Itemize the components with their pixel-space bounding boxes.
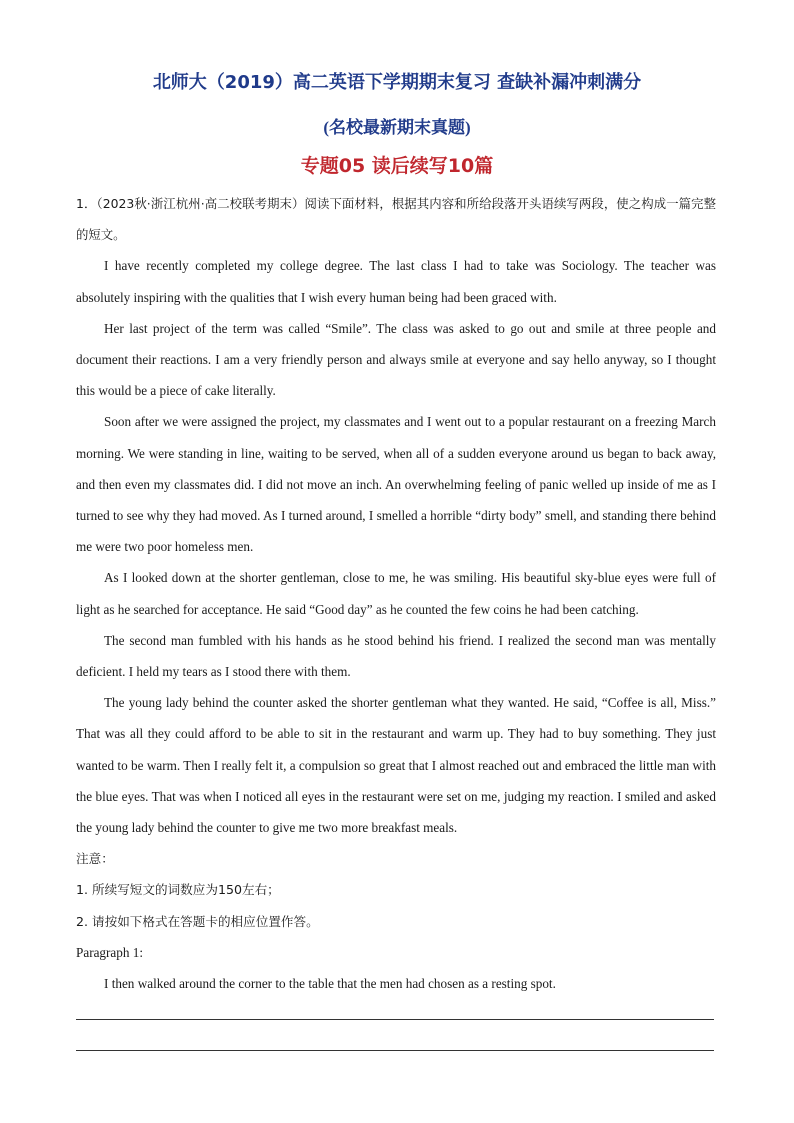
document-subtitle: (名校最新期末真题) — [323, 118, 471, 137]
note-item: 1. 所续写短文的词数应为150左右； — [76, 882, 280, 898]
section-title: 专题05 读后续写10篇 — [300, 155, 494, 177]
passage-paragraph: The second man fumbled with his hands as he stood behind his friend. I realized the second man was mentally deficient. I held my tears as I stood there with them. — [76, 632, 716, 680]
paragraph-1-label: Paragraph 1: — [76, 944, 144, 960]
question-intro: 1．（2023秋·浙江杭州·高二校联考期末）阅读下面材料，根据其内容和所给段落开头语续写两段，使之构成一篇完整的短文。 — [76, 196, 716, 243]
answer-line — [76, 1019, 714, 1020]
passage-paragraph: Soon after we were assigned the project, my classmates and I went out to a popular restaurant on a freezing March morning. We were standing in line, waiting to be served, when all of a sudden everyone around us began to back away, and then even my classmates did. I did not move an inch. An overwhelming feeling of panic welled up inside of me as I turned to see why they had moved. As I turned around, I smelled a horrible “dirty body” smell, and standing there behind me were two poor homeless men. — [76, 414, 716, 555]
document-title: 北师大（2019）高二英语下学期期末复习 查缺补漏冲刺满分 — [152, 72, 642, 93]
passage-paragraph: I have recently completed my college degree. The last class I had to take was Sociology. The teacher was absolutely inspiring with the qualities that I wish every human being had been graced with. — [76, 258, 716, 305]
note-item: 2. 请按如下格式在答题卡的相应位置作答。 — [76, 913, 319, 929]
notes-label: 注意： — [76, 851, 114, 867]
passage-paragraph: Her last project of the term was called “Smile”. The class was asked to go out and smile at three people and document their reactions. I am a very friendly person and always smile at everyone and say hello anyway, so I thought this would be a piece of cake literally. — [76, 320, 716, 399]
question-body — [76, 188, 716, 999]
passage-paragraph: As I looked down at the shorter gentleman, close to me, he was smiling. His beautiful sky-blue eyes were full of light as he searched for acceptance. He said “Good day” as he counted the few coins he had been catching. — [76, 570, 716, 617]
paragraph-1-opening: I then walked around the corner to the table that the men had chosen as a resting spot. — [104, 976, 556, 992]
answer-line — [76, 1050, 714, 1051]
passage-paragraph: The young lady behind the counter asked the shorter gentleman what they wanted. He said, “Coffee is all, Miss.” That was all they could afford to be able to sit in the restaurant and warm up. They had to buy something. They just wanted to be warm. Then I really felt it, a compulsion so great that I almost reached out and embraced the little man with the blue eyes. That was when I noticed all eyes in the restaurant were set on me, judging my reaction. I smiled and asked the young lady behind the counter to give me two more breakfast meals. — [76, 695, 716, 836]
